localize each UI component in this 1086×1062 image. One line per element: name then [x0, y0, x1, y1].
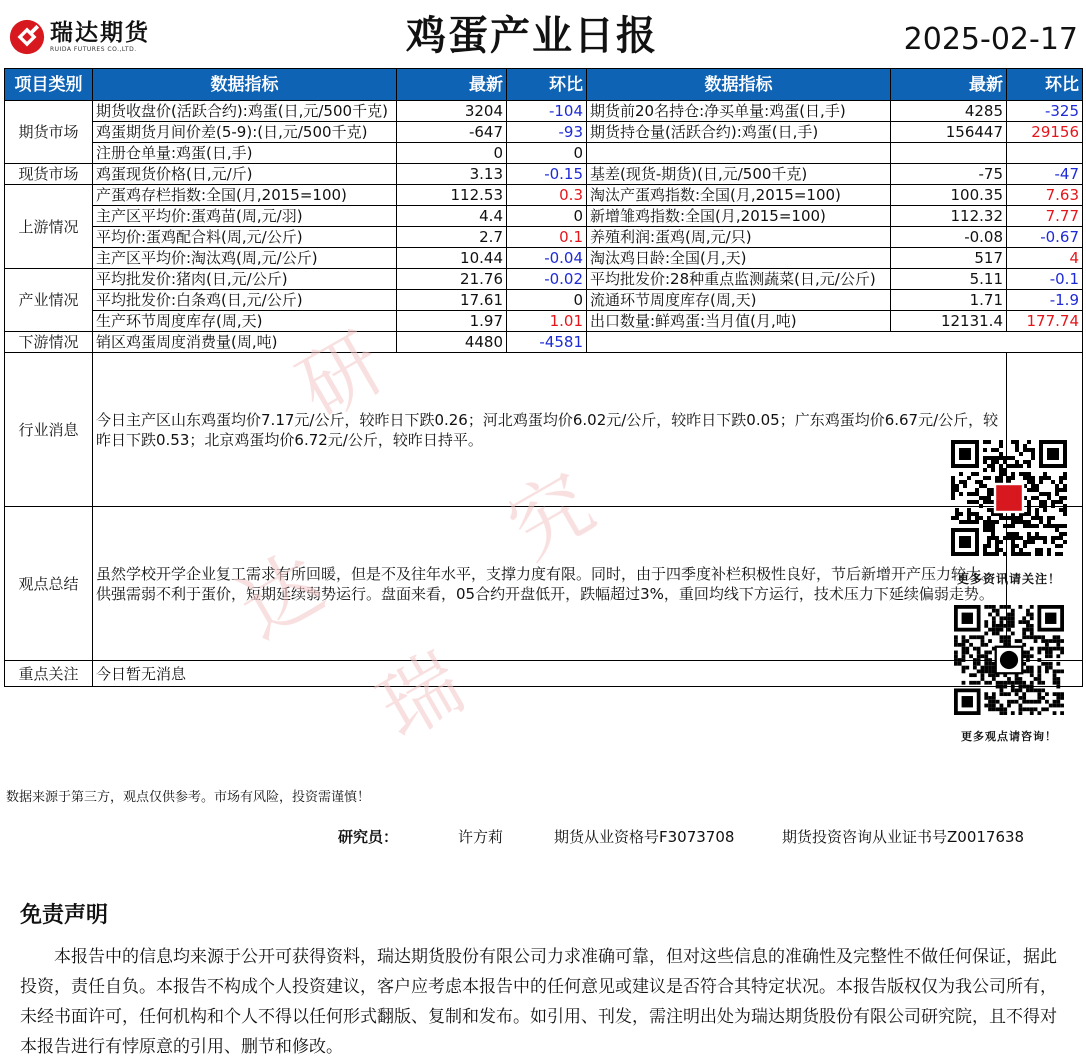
report-date: 2025-02-17 — [903, 22, 1078, 57]
change-value: -1.9 — [1007, 290, 1083, 311]
indicator-name: 新增雏鸡指数:全国(月,2015=100) — [587, 206, 891, 227]
change-value: 0 — [507, 143, 587, 164]
change-value: -104 — [507, 101, 587, 122]
change-value: -4581 — [507, 332, 587, 353]
latest-value: 10.44 — [397, 248, 507, 269]
indicator-name: 生产环节周度库存(周,天) — [93, 311, 397, 332]
indicator-name: 主产区平均价:蛋鸡苗(周,元/羽) — [93, 206, 397, 227]
change-value: -0.67 — [1007, 227, 1083, 248]
header-change-right: 环比 — [1007, 69, 1083, 101]
disclaimer-title: 免责声明 — [20, 903, 109, 928]
category-downstream: 下游情况 — [5, 332, 93, 353]
latest-value: 12131.4 — [891, 311, 1007, 332]
indicator-name: 淘汰鸡日龄:全国(月,天) — [587, 248, 891, 269]
indicator-name: 期货前20名持仓:净买单量:鸡蛋(日,手) — [587, 101, 891, 122]
change-value — [1007, 143, 1083, 164]
futures-license: 期货从业资格号F3073708 — [554, 828, 735, 846]
disclaimer-body: 本报告中的信息均来源于公开可获得资料，瑞达期货股份有限公司力求准确可靠，但对这些信息的准确性及完整性不做任何保证，据此投资，责任自负。本报告不构成个人投资建议，客户应考虑本报告中的任何意见或建议是否符合其特定状况。本报告版权仅为我公司所有，未经书面许可，任何机构和个人不得以任何形式翻版、复制和发布。如引用、刊发，需注明出处为瑞达期货股份有限公司研究院，且不得对本报告进行有悖原意的引用、删节和修改。 — [20, 947, 1057, 1057]
change-value: -0.04 — [507, 248, 587, 269]
news-qr-code — [944, 440, 1074, 587]
latest-value: -0.08 — [891, 227, 1007, 248]
indicator-name: 基差(现货-期货)(日,元/500千克) — [587, 164, 891, 185]
qr-code-icon — [951, 440, 1067, 556]
view-qr-code — [950, 602, 1068, 744]
table-row — [5, 206, 1083, 227]
table-row — [5, 269, 1083, 290]
latest-value: 1.71 — [891, 290, 1007, 311]
table-row — [5, 101, 1083, 122]
change-value: -325 — [1007, 101, 1083, 122]
change-value: 0 — [507, 206, 587, 227]
indicator-name: 注册仓单量:鸡蛋(日,手) — [93, 143, 397, 164]
svg-text:瑞: 瑞 — [363, 635, 479, 757]
svg-text:究: 究 — [493, 455, 609, 577]
latest-value: -647 — [397, 122, 507, 143]
view-qr-caption: 更多观点请咨询！ — [961, 730, 1057, 743]
change-value: -0.02 — [507, 269, 587, 290]
advisory-license: 期货投资咨询从业证书号Z0017638 — [782, 828, 1025, 846]
change-value: 0.3 — [507, 185, 587, 206]
indicator-name: 平均价:蛋鸡配合料(周,元/公斤) — [93, 227, 397, 248]
table-header-row — [5, 69, 1083, 101]
latest-value: 4285 — [891, 101, 1007, 122]
latest-value: 5.11 — [891, 269, 1007, 290]
svg-text:研: 研 — [283, 315, 399, 437]
indicator-name: 鸡蛋现货价格(日,元/斤) — [93, 164, 397, 185]
indicator-name: 期货持仓量(活跃合约):鸡蛋(日,手) — [587, 122, 891, 143]
indicator-name: 产蛋鸡存栏指数:全国(月,2015=100) — [93, 185, 397, 206]
change-value: 7.63 — [1007, 185, 1083, 206]
focus-text: 今日暂无消息 — [93, 661, 1083, 687]
latest-value: -75 — [891, 164, 1007, 185]
focus-row — [5, 661, 1083, 687]
change-value: 0 — [507, 290, 587, 311]
table-row — [5, 143, 1083, 164]
change-value: 29156 — [1007, 122, 1083, 143]
change-value: 1.01 — [507, 311, 587, 332]
change-value: 4 — [1007, 248, 1083, 269]
news-qr-caption: 更多资讯请关注！ — [956, 572, 1061, 586]
header-change-left: 环比 — [507, 69, 587, 101]
header-latest-left: 最新 — [397, 69, 507, 101]
logo-chinese-name: 瑞达期货 — [50, 20, 150, 46]
category-spot: 现货市场 — [5, 164, 93, 185]
latest-value: 156447 — [891, 122, 1007, 143]
change-value: -0.15 — [507, 164, 587, 185]
indicator-name: 养殖利润:蛋鸡(周,元/只) — [587, 227, 891, 248]
change-value: -47 — [1007, 164, 1083, 185]
indicator-name — [587, 143, 891, 164]
header-latest-right: 最新 — [891, 69, 1007, 101]
company-logo — [8, 18, 150, 56]
change-value: 0.1 — [507, 227, 587, 248]
indicator-name: 平均批发价:白条鸡(日,元/公斤) — [93, 290, 397, 311]
category-view: 观点总结 — [5, 507, 93, 661]
news-row — [5, 353, 1083, 507]
table-row — [5, 290, 1083, 311]
qr-code-icon — [954, 602, 1064, 718]
latest-value: 3.13 — [397, 164, 507, 185]
report-title: 鸡蛋产业日报 — [406, 13, 658, 59]
table-row — [5, 164, 1083, 185]
category-industry: 产业情况 — [5, 269, 93, 332]
category-upstream: 上游情况 — [5, 185, 93, 269]
indicator-name: 销区鸡蛋周度消费量(周,吨) — [93, 332, 397, 353]
latest-value: 3204 — [397, 101, 507, 122]
latest-value: 21.76 — [397, 269, 507, 290]
latest-value: 100.35 — [891, 185, 1007, 206]
change-value: 177.74 — [1007, 311, 1083, 332]
analyst-name: 许方莉 — [458, 828, 504, 846]
latest-value: 0 — [397, 143, 507, 164]
table-row — [5, 122, 1083, 143]
indicator-name: 出口数量:鲜鸡蛋:当月值(月,吨) — [587, 311, 891, 332]
table-row — [5, 311, 1083, 332]
table-row — [5, 332, 1083, 353]
category-futures: 期货市场 — [5, 101, 93, 164]
latest-value: 112.32 — [891, 206, 1007, 227]
indicator-name: 鸡蛋期货月间价差(5-9):(日,元/500千克) — [93, 122, 397, 143]
view-row — [5, 507, 1083, 661]
header-category: 项目类别 — [5, 69, 93, 101]
header-indicator-left: 数据指标 — [93, 69, 397, 101]
category-news: 行业消息 — [5, 353, 93, 507]
indicator-name: 流通环节周度库存(周,天) — [587, 290, 891, 311]
svg-text:达: 达 — [223, 535, 339, 657]
data-table — [4, 68, 1083, 687]
latest-value: 517 — [891, 248, 1007, 269]
empty-cell — [587, 332, 1083, 353]
table-row — [5, 185, 1083, 206]
report-header — [0, 0, 1086, 68]
table-row — [5, 227, 1083, 248]
view-text: 虽然学校开学企业复工需求有所回暖，但是不及往年水平，支撑力度有限。同时，由于四季度补栏积极性良好，节后新增开产压力较大。供强需弱不利于蛋价，短期延续弱势运行。盘面来看，05合约开盘低开，跌幅超过3%，重回均线下方运行，技术压力下延续偏弱走势。 — [93, 507, 1007, 661]
indicator-name: 主产区平均价:淘汰鸡(周,元/公斤) — [93, 248, 397, 269]
indicator-name: 平均批发价:28种重点监测蔬菜(日,元/公斤) — [587, 269, 891, 290]
change-value: -0.1 — [1007, 269, 1083, 290]
latest-value: 1.97 — [397, 311, 507, 332]
logo-english-name: RUIDA FUTURES CO.,LTD. — [50, 46, 137, 53]
header-indicator-right: 数据指标 — [587, 69, 891, 101]
change-value: -93 — [507, 122, 587, 143]
table-row — [5, 248, 1083, 269]
latest-value: 4.4 — [397, 206, 507, 227]
ruida-logo-icon — [8, 18, 46, 56]
latest-value: 17.61 — [397, 290, 507, 311]
latest-value: 2.7 — [397, 227, 507, 248]
category-focus: 重点关注 — [5, 661, 93, 687]
latest-value: 4480 — [397, 332, 507, 353]
source-note: 数据来源于第三方，观点仅供参考。市场有风险，投资需谨慎！ — [6, 790, 371, 805]
indicator-name: 平均批发价:猪肉(日,元/公斤) — [93, 269, 397, 290]
indicator-name: 淘汰产蛋鸡指数:全国(月,2015=100) — [587, 185, 891, 206]
news-text: 今日主产区山东鸡蛋均价7.17元/公斤，较昨日下跌0.26；河北鸡蛋均价6.02元/公斤，较昨日下跌0.05；广东鸡蛋均价6.67元/公斤，较昨日下跌0.53；北京鸡蛋均价6.72元/公斤，较昨日持平。 — [93, 353, 1007, 507]
latest-value — [891, 143, 1007, 164]
latest-value: 112.53 — [397, 185, 507, 206]
change-value: 7.77 — [1007, 206, 1083, 227]
analyst-label: 研究员： — [338, 828, 399, 846]
indicator-name: 期货收盘价(活跃合约):鸡蛋(日,元/500千克) — [93, 101, 397, 122]
